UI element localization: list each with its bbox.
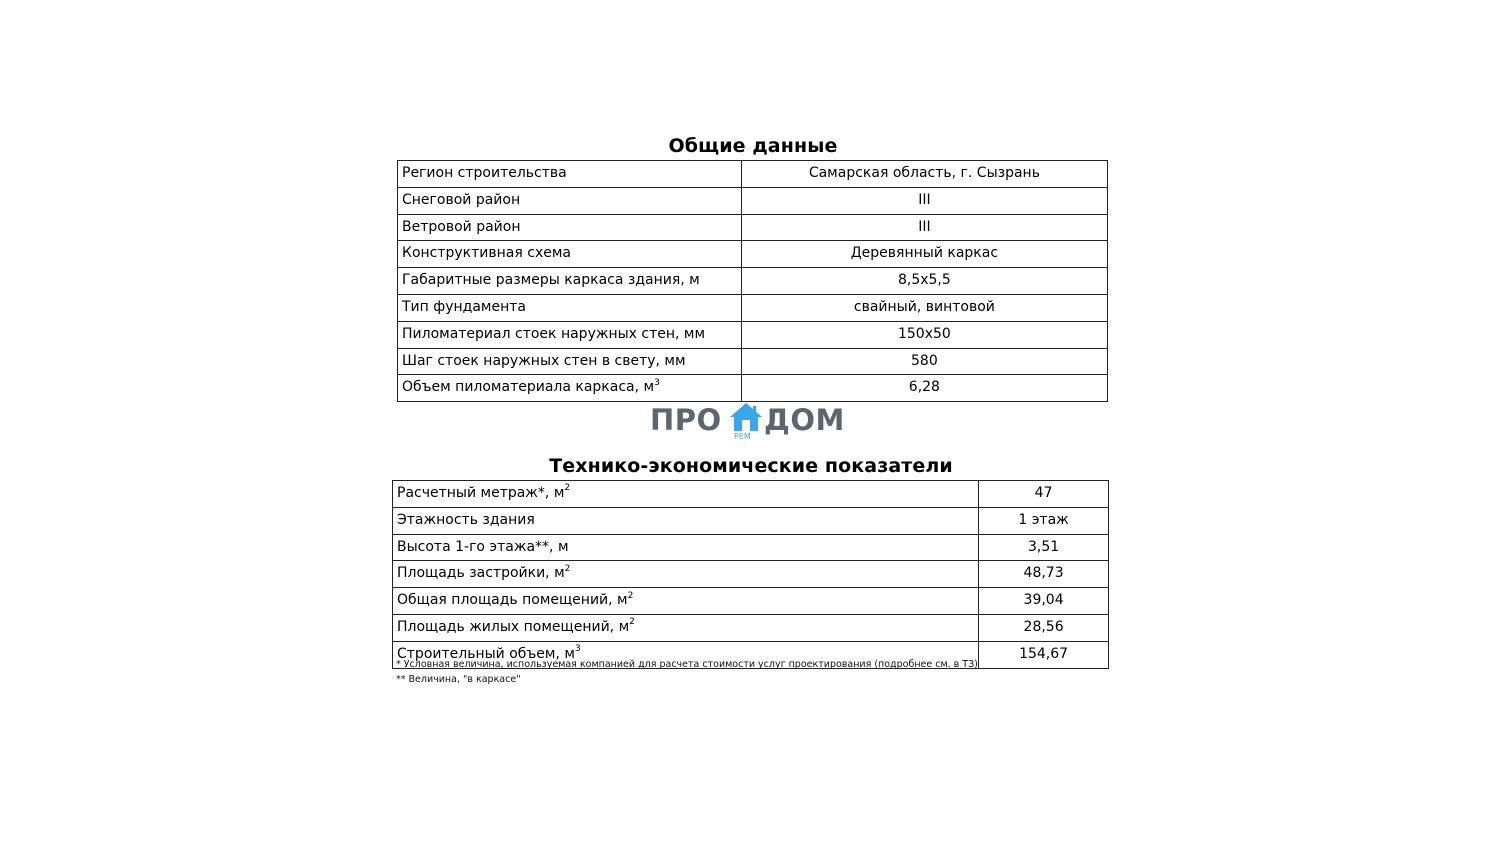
table-row [393,561,1109,588]
table-row [393,614,1109,641]
row-value: свайный, винтовой [741,294,1107,321]
row-value: 8,5x5,5 [741,268,1107,295]
row-label: Этажность здания [393,507,979,534]
row-label: Конструктивная схема [398,241,742,268]
row-value: 3,51 [979,534,1109,561]
row-label: Ветровой район [398,214,742,241]
footnote-2: ** Величина, "в каркасе" [396,674,521,685]
row-label: Шаг стоек наружных стен в свету, мм [398,348,742,375]
table-row [398,161,1108,188]
logo-subtext: РЕМ [734,432,751,441]
row-label: Расчетный метраж*, $м^2$ [393,481,979,508]
tep-title: Технико-экономические показатели [549,455,953,477]
row-value: Деревянный каркас [741,241,1107,268]
logo-text-right: ДОМ [764,403,845,437]
row-label: Общая площадь помещений, $м^2$ [393,588,979,615]
table-row [393,481,1109,508]
row-value: 28,56 [979,614,1109,641]
row-label: Площадь жилых помещений, $м^2$ [393,614,979,641]
table-row [398,375,1108,402]
general-data-title: Общие данные [668,135,838,157]
row-value: 6,28 [741,375,1107,402]
row-value: 48,73 [979,561,1109,588]
table-row [398,187,1108,214]
row-label: Тип фундамента [398,294,742,321]
table-row [398,294,1108,321]
footnote-1: * Условная величина, используемая компанией для расчета стоимости услуг проектирования (подробнее см. в ТЗ) [396,659,978,670]
tep-table [392,480,1109,669]
row-label: Объем пиломатериала каркаса, $м^3$ [398,375,742,402]
row-value: III [741,214,1107,241]
row-label: Площадь застройки, $м^2$ [393,561,979,588]
row-label: Строительный объем, $м^3$ [393,641,979,668]
row-value: 154,67 [979,641,1109,668]
table-row [393,507,1109,534]
table-row [393,588,1109,615]
prodom-logo [650,402,850,444]
row-value: Самарская область, г. Сызрань [741,161,1107,188]
table-row [398,268,1108,295]
row-label: Высота 1-го этажа**, м [393,534,979,561]
row-value: 1 этаж [979,507,1109,534]
row-value: 150x50 [741,321,1107,348]
row-label: Пиломатериал стоек наружных стен, мм [398,321,742,348]
row-label: Регион строительства [398,161,742,188]
row-label: Габаритные размеры каркаса здания, м [398,268,742,295]
table-row [398,241,1108,268]
row-label: Снеговой район [398,187,742,214]
row-value: 47 [979,481,1109,508]
general-data-table [397,160,1108,402]
row-value: 39,04 [979,588,1109,615]
table-row [393,534,1109,561]
row-value: 580 [741,348,1107,375]
table-row [398,321,1108,348]
table-row [398,348,1108,375]
logo-text-left: ПРО [650,403,722,437]
table-row [398,214,1108,241]
row-value: III [741,187,1107,214]
